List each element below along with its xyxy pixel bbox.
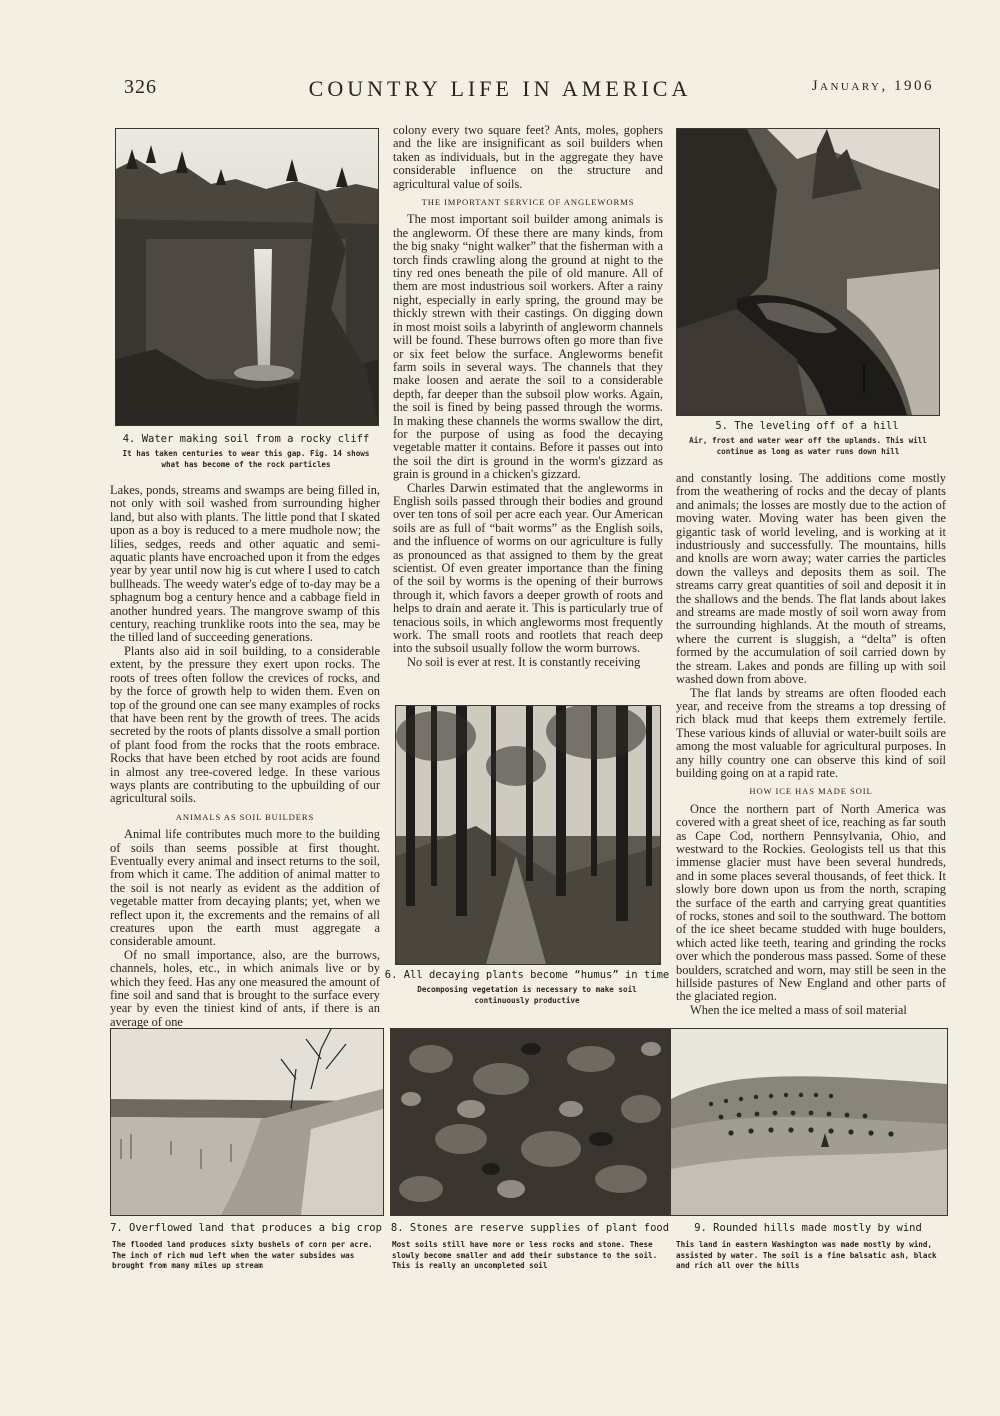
figure-9-caption: This land in eastern Washington was made mostly by wind, assisted by water. The soil is a fine balsatic ash, black and rich all over the hills (676, 1240, 937, 1270)
figure-6-title-text: All decaying plants become “humus” in time (403, 969, 670, 981)
figure-5-number: 5. (715, 420, 728, 432)
figure-5-title (676, 420, 938, 433)
paragraph: No soil is ever at rest. It is constantly receiving (407, 654, 641, 669)
photo-waterfall (115, 128, 379, 426)
paragraph: Charles Darwin estimated that the angleworms in English soils passed through their bodies and ground over ten tons of soil per acre each year. Our American soils are as full of “bait worms” as the English soils, and the influence of worms on our agriculture is fully as pronounced as that assigned to them by the great scientist. Of even greater importance than the fining of the soil by worms is the opening of their burrows through it, which favors a deeper growth of roots and helps to drain and aerate it. This is particularly true of tenacious soils, in which angleworms most frequently work. The small roots and rootlets that reach deep into the subsoil usually follow the worm burrows. (393, 480, 663, 656)
paragraph: Plants also aid in soil building, to a considerable extent, by the pressure they exert upon rocks. The roots of trees often follow the crevices of rocks, and by the force of growth help to widen them. Even on top of the ground one can see many examples of rocks that have been rent by the growth of trees. The acids secreted by the roots of plants dissolve a small portion of plant food from the rocks that the roots embrace. Rocks that have been etched by root acids are found in almost any tree-covered ledge. In these various ways plants are contributing to the upbuilding of our agricultural soils. (110, 643, 380, 806)
photo-leveling-hill (676, 128, 940, 416)
article-column-2 (393, 124, 663, 669)
paragraph: colony every two square feet? Ants, moles, gophers and the like are insignificant as soil builders when taken as individuals, but in the aggregate they have considerable influence on the structure and agricultural value of soils. (393, 123, 663, 191)
figure-9-title-text: Rounded hills made mostly by wind (713, 1222, 922, 1234)
figure-8-number: 8. (390, 1222, 404, 1234)
figure-4-number: 4. (122, 433, 136, 445)
article-column-3 (676, 472, 946, 1017)
figure-4-title (115, 433, 377, 446)
figure-8-title-text: Stones are reserve supplies of plant food (409, 1222, 670, 1234)
magazine-title: COUNTRY LIFE IN AMERICA (308, 76, 692, 101)
figure-5-caption: Air, frost and water wear off the uplands. This will continue as long as water runs down hill (689, 436, 927, 456)
page-header (0, 76, 1000, 106)
paragraph: When the ice melted a mass of soil material (690, 1002, 907, 1017)
figure-9-number: 9. (694, 1222, 707, 1234)
section-heading-animals: ANIMALS AS SOIL BUILDERS (175, 811, 315, 822)
paragraph: Animal life contributes much more to the building of soils than seems possible at first thought. Eventually every animal and insect returns to the soil, from which it came. The addition of animal matter to the soil is not nearly as evident as the addition of vegetable matter from decaying plants; yet, when we reflect upon it, the excrements and the remains of all creatures upon the earth must aggregate a considerable amount. (110, 827, 380, 949)
figure-4-title-text: Water making soil from a rocky cliff (141, 433, 370, 445)
figure-5-title-text: The leveling off of a hill (734, 420, 899, 432)
photo-stones (390, 1028, 672, 1216)
paragraph: The flat lands by streams are often flooded each year, and receive from the streams a top dressing of rich black mud that keeps them extremely fertile. These various kinds of alluvial or water-built soils are among the most valuable for agricultural purposes. In any hilly country one can observe this kind of soil building going on at a rapid rate. (676, 685, 946, 780)
article-column-1 (110, 484, 380, 1029)
figure-6-caption: Decomposing vegetation is necessary to make soil continuously productive (417, 985, 637, 1005)
figure-8-caption: Most soils still have more or less rocks and stone. These slowly become smaller and add their substance to the soil. This is really an uncompleted soil (392, 1240, 658, 1270)
section-heading-angleworms: THE IMPORTANT SERVICE OF ANGLEWORMS (421, 197, 635, 208)
paragraph: Once the northern part of North America was covered with a great sheet of ice, reaching as far south as Cape Cod, northern Pennsylvania, Ohio, and westward to the Rockies. Geologists tell us that this immense glacier must have been several hundreds, and in some places several thousands, of feet thick. It slowly bore down upon us from the north, scraping the surface of the earth and carrying great quantities of rocks, stones and soil to the southward. The bottom of the ice sheet became studded with huge boulders, which acted like teeth, tearing and grinding the rocks over which the ponderous mass passed. Some of these boulders, scratched and worn, may still be seen in the hillside pastures of New England and other parts of the glaciated region. (676, 801, 946, 1004)
figure-7-caption: The flooded land produces sixty bushels of corn per acre. The inch of rich mud left when the water subsides was brought from many miles up stream (112, 1240, 373, 1270)
photo-forest-humus (395, 705, 661, 965)
paragraph: Of no small importance, also, are the burrows, channels, holes, etc., in which animals live or by which they feed. Has any one measured the amount of fine soil and sand that is brought to the surface every year by even the tiniest kind of ants, if there is an average of one (110, 947, 380, 1029)
section-heading-ice: HOW ICE HAS MADE SOIL (749, 786, 873, 797)
figure-8-title (380, 1222, 680, 1235)
photo-overflowed-land (110, 1028, 384, 1216)
paragraph: and constantly losing. The additions come mostly from the weathering of rocks and the decay of plants and animals; the losses are mostly due to the action of moving water. Moving water has been given the gigantic task of world leveling, and is working at it industriously and successfully. The mountains, hills and knolls are worn away; water carries the particles down the valleys and deposits them as soil. The streams carry great quantities of soil and deposit it in the shallows and the bends. The flat lands about lakes and streams are made mostly of soil worn away from the surrounding highlands. At the mouth of streams, where the current is sluggish, a “delta” is often formed by the accumulation of soil carried down by the stream. Lakes and ponds are filling up with soil washed down from above. (676, 471, 946, 687)
figure-7-number: 7. (110, 1222, 123, 1234)
figure-4-caption: It has taken centuries to wear this gap. Fig. 14 shows what has become of the rock particles (122, 449, 370, 469)
figure-7-title-text: Overflowed land that produces a big crop (129, 1222, 382, 1234)
issue-date: January, 1906 (811, 78, 934, 94)
paragraph: Lakes, ponds, streams and swamps are being filled in, not only with soil washed from surrounding higher land, but also with plants. The little pond that I skated upon as a boy is reduced to a mere mudhole now; the lilies, sedges, reeds and other aquatic and semi-aquatic plants have encroached upon it from the edges year by year until now hig is cut where I used to catch bullheads. The weedy water's edge of to-day may be a sphagnum bog a century hence and a cabbage field in another hundred years. The mangrove swamp of this century, reaching trunklike roots into the sea, may be the tilled land of succeeding generations. (110, 483, 380, 645)
paragraph: The most important soil builder among animals is the angleworm. Of these there are many kinds, from the big snaky “night walker” that the fisherman with a torch finds crawling along the ground at night to the tiny red ones beneath the pile of old manure. All of them are most industrious soil workers. After a rainy night, especially in early spring, the ground may be thickly strewn with their castings. On digging down in most moist soils a labyrinth of angleworm channels will be found. These burrows often go more than five or six feet below the surface. Angleworms benefit farm soils in several ways. The channels that they make loosen and aerate the soil to a considerable depth, far deeper than the subsoil plow works. Again, the soil is fined by being passed through the worms. In making these channels the worms swallow the dirt, for the purpose of using as food the decaying vegetable matter it contains. Before it passes out into the soil the dirt is ground in the worm's gizzard as grain is ground in a chicken's gizzard. (393, 212, 663, 482)
figure-7-title (110, 1222, 382, 1235)
figure-9-title (670, 1222, 946, 1235)
figure-6-number: 6. (384, 969, 398, 981)
page-number: 326 (124, 76, 157, 98)
figure-6-title (380, 969, 674, 982)
photo-rounded-hills (670, 1028, 948, 1216)
